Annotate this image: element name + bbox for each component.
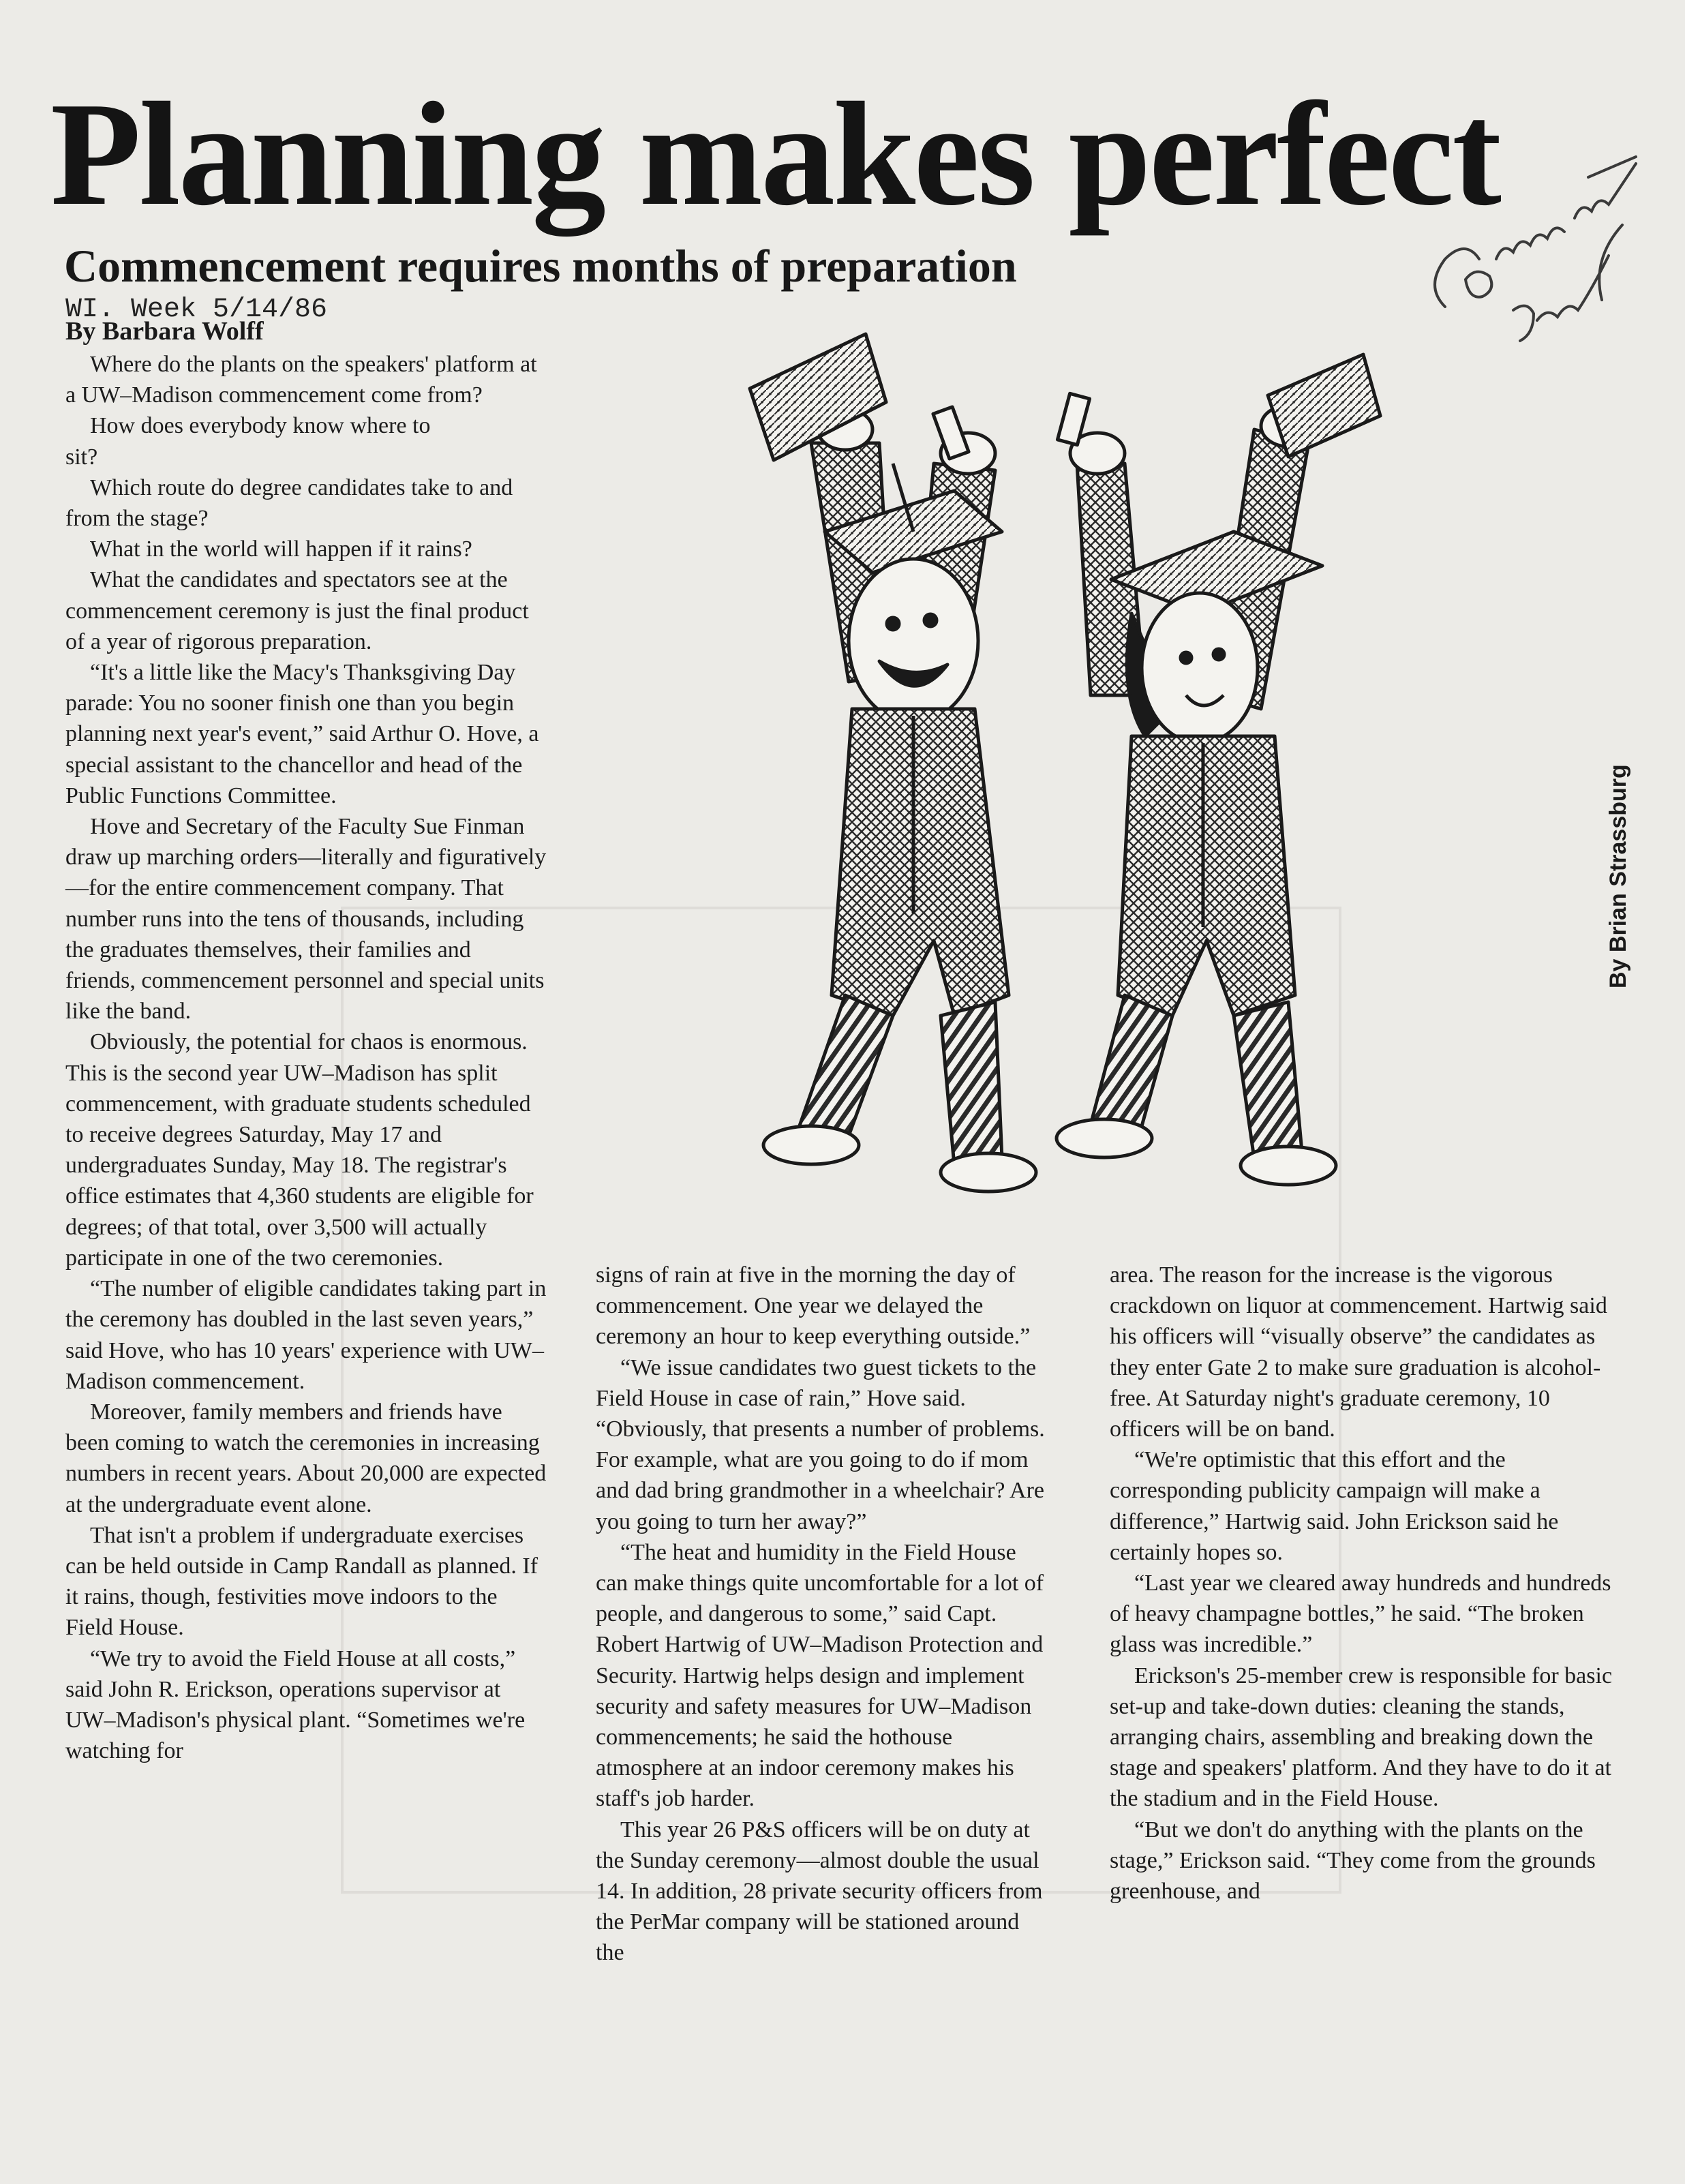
paragraph: “We try to avoid the Field House at all costs,” said John R. Erickson, operations supervisor at UW–Madison's physical plant. “Sometimes we're watching for bbox=[65, 1645, 526, 1764]
paragraph: Obviously, the potential for chaos is enormous. This is the second year UW–Madison has split commencement, with graduate students scheduled to receive degrees Saturday, May 17 and undergraduates Sunday, May 18. The registrar's office estimates that 4,360 students are eligible for degrees; of that total, over 3,500 will actually participate in one of the two ceremonies. bbox=[65, 1029, 534, 1271]
paragraph: What the candidates and spectators see at the commencement ceremony is just the final product of a year of rigorous preparation. bbox=[65, 567, 529, 654]
article-column-3 bbox=[1110, 1260, 1614, 1907]
graduate-left bbox=[750, 334, 1036, 1192]
paragraph: This year 26 P&S officers will be on duty at the Sunday ceremony—almost double the usual 14. In addition, 28 private security officers from the PerMar company will be stationed around the bbox=[596, 1817, 1043, 1966]
paragraph: “We issue candidates two guest tickets to the Field House in case of rain,” Hove said. “Obviously, that presents a number of problems. For example, what are you going to do if mom and dad bring grandmother in a wheelchair? Are you going to turn her away?” bbox=[596, 1354, 1045, 1534]
article-column-2 bbox=[596, 1260, 1046, 1969]
article-column-1 bbox=[65, 349, 547, 1766]
headline: Planning makes perfect bbox=[50, 72, 1500, 237]
subheadline: Commencement requires months of preparation bbox=[64, 240, 1017, 292]
paragraph: “Last year we cleared away hundreds and hundreds of heavy champagne bottles,” he said. “The broken glass was incredible.” bbox=[1110, 1571, 1611, 1658]
paragraph: What in the world will happen if it rains? bbox=[90, 536, 472, 562]
paragraph: Hove and Secretary of the Faculty Sue Finman draw up marching orders—literally and figuratively—for the entire commencement company. That number runs into the tens of thousands, including the graduates themselves, their families and friends, commencement personnel and special units like the band. bbox=[65, 814, 547, 1025]
handwritten-margin-note bbox=[1418, 82, 1663, 382]
paragraph: “The number of eligible candidates taking part in the ceremony has doubled in the last seven years,” said Hove, who has 10 years' experience with UW–Madison commencement. bbox=[65, 1276, 547, 1394]
byline: By Barbara Wolff bbox=[65, 317, 264, 346]
paragraph: “The heat and humidity in the Field House can make things quite uncomfortable for a lot of people, and dangerous to some,” said Capt. Robert Hartwig of UW–Madison Protection and Security. Hartwig helps design and implement security and safety measures for UW–Madison commencements; he said the hothouse atmosphere at an indoor ceremony makes his staff's job harder. bbox=[596, 1539, 1044, 1812]
paragraph: “It's a little like the Macy's Thanksgiving Day parade: You no sooner finish one than you begin planning next year's event,” said Arthur O. Hove, a special assistant to the chancellor and head of the Public Functions Committee. bbox=[65, 660, 539, 808]
paragraph: signs of rain at five in the morning the day of commencement. One year we delayed the ceremony an hour to keep everything outside.” bbox=[596, 1262, 1031, 1350]
paragraph: area. The reason for the increase is the vigorous crackdown on liquor at commencement. Hartwig said his officers will “visually observe” the candidates as they enter Gate 2 to make sure graduation is alcohol-free. At Saturday night's graduate ceremony, 10 officers will be on band. bbox=[1110, 1262, 1607, 1442]
paragraph: “We're optimistic that this effort and the corresponding publicity campaign will make a difference,” Hartwig said. John Erickson said he certainly hopes so. bbox=[1110, 1447, 1559, 1565]
paragraph: That isn't a problem if undergraduate exercises can be held outside in Camp Randall as planned. If it rains, though, festivities move indoors to the Field House. bbox=[65, 1522, 538, 1641]
paragraph: How does everybody know where to sit? bbox=[65, 413, 431, 470]
paragraph: Which route do degree candidates take to and from the stage? bbox=[65, 474, 513, 532]
illustration-credit-text: By Brian Strassburg bbox=[1605, 764, 1631, 988]
paragraph: Moreover, family members and friends have been coming to watch the ceremonies in increasing numbers in recent years. About 20,000 are expected at the undergraduate event alone. bbox=[65, 1399, 547, 1517]
paragraph: Where do the plants on the speakers' platform at a UW–Madison commencement come from? bbox=[65, 352, 537, 408]
paragraph: Erickson's 25-member crew is responsible for basic set-up and take-down duties: cleaning the stands, arranging chairs, assembling and breaking down the stage and speakers' platform. And they have to do it at the stadium and in the Field House. bbox=[1110, 1663, 1613, 1812]
jumping-graduates-illustration bbox=[709, 259, 1391, 1227]
graduate-right bbox=[1057, 354, 1380, 1185]
paragraph: “But we don't do anything with the plants on the stage,” Erickson said. “They come from the grounds greenhouse, and bbox=[1110, 1817, 1596, 1905]
dateline-stamp: WI. Week 5/14/86 bbox=[65, 294, 328, 325]
